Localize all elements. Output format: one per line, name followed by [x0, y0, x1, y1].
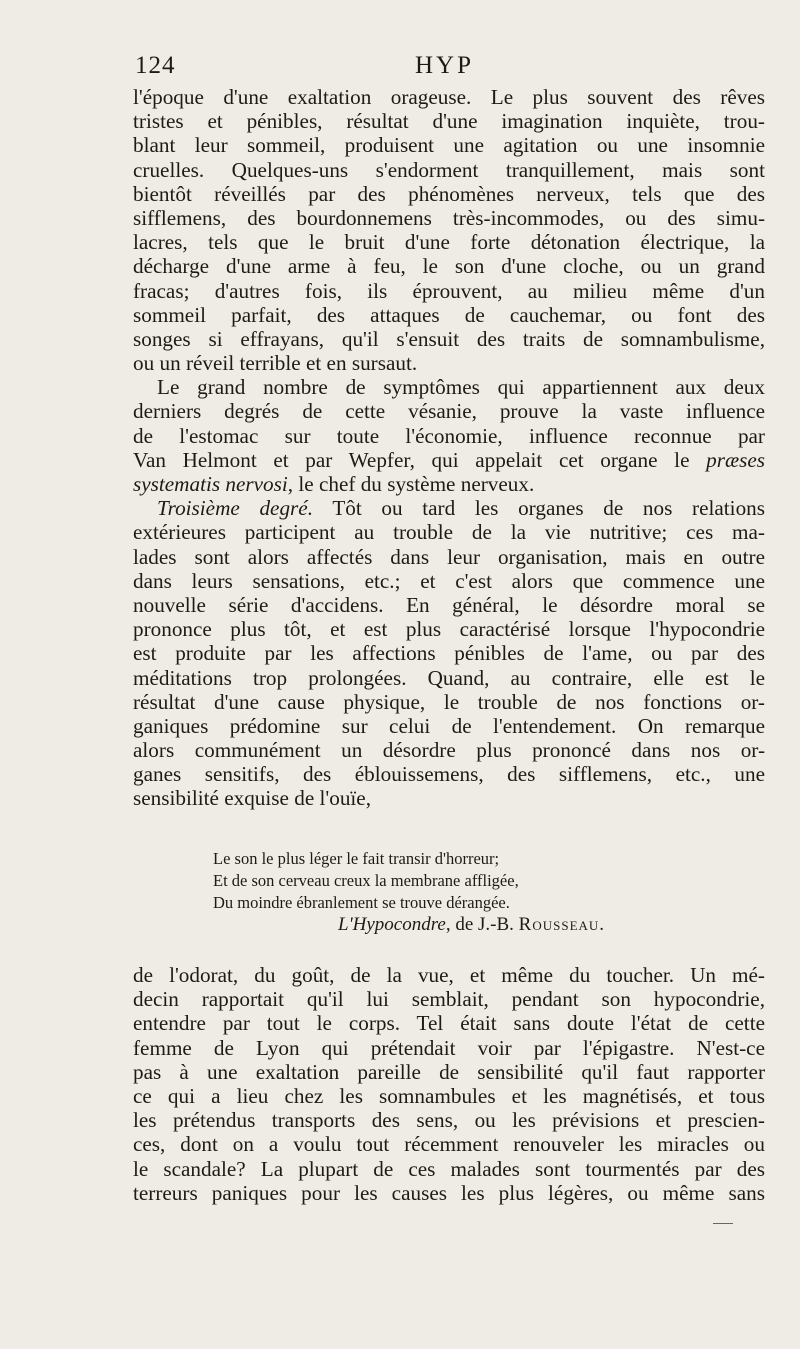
text-line: ce qui a lieu chez les somnambules et les magnétisés, et tous — [133, 1083, 765, 1108]
text-line — [133, 496, 765, 520]
text-span: Van Helmont et par Wepfer, qui appelait cet organe le — [133, 447, 690, 472]
text-line: le scandale? La plupart de ces malades sont tourmentés par des — [133, 1156, 765, 1181]
text-line: de l'odorat, du goût, de la vue, et même du toucher. Un mé- — [133, 963, 765, 987]
verse-line: Le son le plus léger le fait transir d'horreur; — [213, 849, 500, 868]
text-line: ou un réveil terrible et en sursaut. — [133, 351, 418, 376]
text-line: prononce plus tôt, et est plus caractérisé lorsque l'hypocondrie — [133, 617, 765, 642]
section-heading: Troisième degré. — [157, 496, 314, 521]
text-line: bientôt réveillés par des phénomènes nerveux, tels que des — [133, 181, 765, 206]
page-number: 124 — [135, 52, 176, 79]
text-line: ganiques prédomine sur celui de l'entendement. On remarque — [133, 713, 765, 738]
verse-line: Et de son cerveau creux la membrane affligée, — [213, 871, 519, 890]
quote-attribution — [338, 914, 605, 936]
latin-term: systematis nervosi — [133, 472, 288, 496]
text-line — [133, 448, 765, 472]
text-span: , le chef du système nerveux. — [287, 472, 535, 496]
text-line: l'époque d'une exaltation orageuse. Le plus souvent des rêves — [133, 85, 765, 109]
text-line: ganes sensitifs, des éblouissemens, des sifflemens, etc., une — [133, 762, 765, 787]
text-line: les prétendus transports des sens, ou les prévisions et prescien- — [133, 1108, 765, 1133]
page-header — [135, 52, 765, 86]
text-line: ces, dont on a voulu tout récemment renouveler les miracles ou — [133, 1132, 765, 1157]
text-line: résultat d'une cause physique, le trouble de nos fonctions or- — [133, 689, 765, 714]
text-line: sommeil parfait, des attaques de cauchemar, ou font des — [133, 302, 765, 327]
body-text-upper — [133, 85, 765, 811]
latin-term: præses — [706, 447, 765, 472]
text-line: méditations trop prolongées. Quand, au contraire, elle est le — [133, 665, 765, 690]
text-line: Le grand nombre de symptômes qui appartiennent aux deux — [157, 375, 765, 400]
text-line: lacres, tels que le bruit d'une forte détonation électrique, la — [133, 230, 765, 255]
text-line: extérieures participent au trouble de la vie nutritive; ces ma- — [133, 520, 765, 545]
text-line: cruelles. Quelques-uns s'endorment tranquillement, mais sont — [133, 157, 765, 182]
running-head: HYP — [415, 52, 475, 79]
text-line: songes si effrayans, qu'il s'ensuit des traits de somnambulisme, — [133, 326, 765, 351]
text-line: terreurs paniques pour les causes les plus légères, ou même sans — [133, 1180, 765, 1205]
text-line: nouvelle série d'accidens. En général, le désordre moral se — [133, 592, 765, 617]
text-line: dans leurs sensations, etc.; et c'est alors que commence une — [133, 568, 765, 593]
text-line: est produite par les affections pénibles de l'ame, ou par des — [133, 641, 765, 666]
verse-quotation — [213, 848, 683, 914]
text-line: sensibilité exquise de l'ouïe, — [133, 786, 372, 811]
text-line: tristes et pénibles, résultat d'une imagination inquiète, trou- — [133, 109, 765, 134]
attribution-by: , de J.-B. — [445, 914, 519, 935]
text-line: alors communément un désordre plus prononcé dans nos or- — [133, 738, 765, 763]
text-line: blant leur sommeil, produisent une agitation ou une insomnie — [133, 133, 765, 158]
text-line: de l'estomac sur toute l'économie, influence reconnue par — [133, 423, 765, 448]
text-line: sifflemens, des bourdonnemens très-incommodes, ou des simu- — [133, 205, 765, 230]
footer-rule — [713, 1223, 733, 1224]
text-span: Tôt ou tard les organes de nos relations — [332, 496, 765, 521]
text-line: pas à une exaltation pareille de sensibilité qu'il faut rapporter — [133, 1059, 765, 1084]
text-line — [133, 472, 765, 496]
text-line: fracas; d'autres fois, ils éprouvent, au milieu même d'un — [133, 278, 765, 303]
text-line: décharge d'une arme à feu, le son d'une cloche, ou un grand — [133, 254, 765, 279]
text-line: derniers degrés de cette vésanie, prouve la vaste influence — [133, 399, 765, 424]
text-line: entendre par tout le corps. Tel était sans doute l'état de cette — [133, 1011, 765, 1036]
verse-line: Du moindre ébranlement se trouve dérangée. — [213, 893, 510, 912]
text-line: femme de Lyon qui prétendait voir par l'épigastre. N'est-ce — [133, 1035, 765, 1060]
author-name: Rousseau. — [518, 914, 606, 935]
work-title: L'Hypocondre — [338, 914, 446, 935]
body-text-lower — [133, 963, 765, 1205]
text-line: lades sont alors affectés dans leur organisation, mais en outre — [133, 544, 765, 569]
text-line: decin rapportait qu'il lui semblait, pendant son hypocondrie, — [133, 987, 765, 1012]
